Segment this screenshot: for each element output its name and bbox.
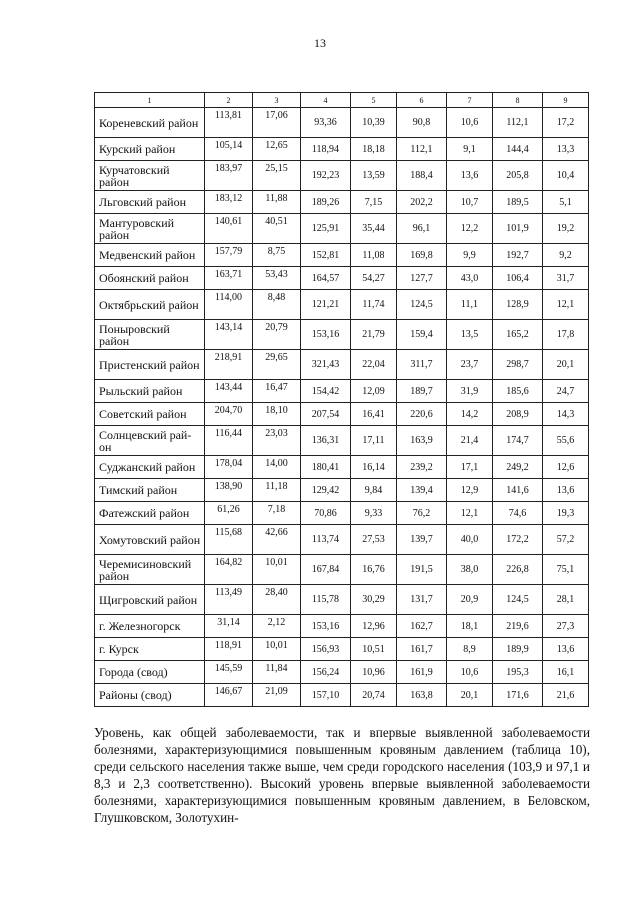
table-cell: 10,96 <box>351 661 397 684</box>
table-row <box>95 161 589 191</box>
table-cell: 40,0 <box>447 525 493 555</box>
table-cell: 249,2 <box>493 456 543 479</box>
table-cell: 12,1 <box>543 290 589 320</box>
table-cell: 35,44 <box>351 214 397 244</box>
table-cell: 8,75 <box>253 244 301 267</box>
table-cell: 22,04 <box>351 350 397 380</box>
table-row <box>95 380 589 403</box>
table-cell: 11,08 <box>351 244 397 267</box>
table-cell: 311,7 <box>397 350 447 380</box>
table-cell: 9,9 <box>447 244 493 267</box>
table-row <box>95 525 589 555</box>
table-cell: 28,1 <box>543 585 589 615</box>
table-cell: 156,93 <box>301 638 351 661</box>
column-header: 7 <box>447 93 493 108</box>
table-cell: 138,90 <box>205 479 253 502</box>
table-cell: 10,01 <box>253 638 301 661</box>
table-cell: 9,1 <box>447 138 493 161</box>
district-name: Пристенский район <box>95 350 205 380</box>
table-row <box>95 403 589 426</box>
table-row <box>95 684 589 707</box>
district-name: Районы (свод) <box>95 684 205 707</box>
table-cell: 54,27 <box>351 267 397 290</box>
table-cell: 189,7 <box>397 380 447 403</box>
district-name: Курский район <box>95 138 205 161</box>
column-header: 4 <box>301 93 351 108</box>
table-cell: 161,7 <box>397 638 447 661</box>
table-cell: 112,1 <box>397 138 447 161</box>
table-cell: 139,4 <box>397 479 447 502</box>
table-cell: 127,7 <box>397 267 447 290</box>
table-cell: 75,1 <box>543 555 589 585</box>
table-cell: 298,7 <box>493 350 543 380</box>
page-number: 13 <box>314 36 326 50</box>
table-cell: 180,41 <box>301 456 351 479</box>
table-cell: 20,9 <box>447 585 493 615</box>
column-header: 8 <box>493 93 543 108</box>
table-cell: 164,82 <box>205 555 253 585</box>
table-cell: 129,42 <box>301 479 351 502</box>
table-cell: 20,1 <box>543 350 589 380</box>
table-cell: 18,10 <box>253 403 301 426</box>
table-cell: 74,6 <box>493 502 543 525</box>
table-cell: 165,2 <box>493 320 543 350</box>
column-header: 1 <box>95 93 205 108</box>
table-cell: 204,70 <box>205 403 253 426</box>
table-cell: 131,7 <box>397 585 447 615</box>
district-morbidity-table <box>94 92 589 707</box>
table-cell: 23,7 <box>447 350 493 380</box>
district-name: Фатежский район <box>95 502 205 525</box>
district-name: Рыльский район <box>95 380 205 403</box>
table-cell: 128,9 <box>493 290 543 320</box>
table-cell: 19,2 <box>543 214 589 244</box>
table-cell: 17,1 <box>447 456 493 479</box>
table-cell: 153,16 <box>301 320 351 350</box>
table-cell: 124,5 <box>493 585 543 615</box>
table-cell: 185,6 <box>493 380 543 403</box>
table-cell: 16,41 <box>351 403 397 426</box>
table-cell: 90,8 <box>397 108 447 138</box>
table-cell: 183,12 <box>205 191 253 214</box>
table-cell: 25,15 <box>253 161 301 191</box>
table-cell: 28,40 <box>253 585 301 615</box>
table-cell: 24,7 <box>543 380 589 403</box>
table-cell: 55,6 <box>543 426 589 456</box>
table-cell: 14,2 <box>447 403 493 426</box>
district-name: Медвенский район <box>95 244 205 267</box>
table-row <box>95 138 589 161</box>
table-cell: 113,74 <box>301 525 351 555</box>
table-cell: 53,43 <box>253 267 301 290</box>
table-row <box>95 267 589 290</box>
table-cell: 17,06 <box>253 108 301 138</box>
table-cell: 2,12 <box>253 615 301 638</box>
table-cell: 169,8 <box>397 244 447 267</box>
table-cell: 163,8 <box>397 684 447 707</box>
table-cell: 208,9 <box>493 403 543 426</box>
table-cell: 21,6 <box>543 684 589 707</box>
table-cell: 205,8 <box>493 161 543 191</box>
table-cell: 195,3 <box>493 661 543 684</box>
table-cell: 143,44 <box>205 380 253 403</box>
table-cell: 172,2 <box>493 525 543 555</box>
table-cell: 113,81 <box>205 108 253 138</box>
table-cell: 218,91 <box>205 350 253 380</box>
table-cell: 8,9 <box>447 638 493 661</box>
district-name: Города (свод) <box>95 661 205 684</box>
table-cell: 164,57 <box>301 267 351 290</box>
table-cell: 219,6 <box>493 615 543 638</box>
table-cell: 189,5 <box>493 191 543 214</box>
table-cell: 38,0 <box>447 555 493 585</box>
table-cell: 115,68 <box>205 525 253 555</box>
table-cell: 17,8 <box>543 320 589 350</box>
table-cell: 14,3 <box>543 403 589 426</box>
table-cell: 31,14 <box>205 615 253 638</box>
table-row <box>95 502 589 525</box>
table-cell: 156,24 <box>301 661 351 684</box>
district-name: Суджанский район <box>95 456 205 479</box>
table-cell: 16,76 <box>351 555 397 585</box>
table-cell: 42,66 <box>253 525 301 555</box>
table-cell: 106,4 <box>493 267 543 290</box>
table-cell: 9,84 <box>351 479 397 502</box>
table-cell: 17,11 <box>351 426 397 456</box>
table-cell: 76,2 <box>397 502 447 525</box>
table-cell: 121,21 <box>301 290 351 320</box>
district-name: Хомутовский район <box>95 525 205 555</box>
district-name: Льговский район <box>95 191 205 214</box>
table-cell: 140,61 <box>205 214 253 244</box>
table-cell: 13,6 <box>543 479 589 502</box>
table-cell: 21,09 <box>253 684 301 707</box>
table-cell: 152,81 <box>301 244 351 267</box>
table-row <box>95 350 589 380</box>
table-cell: 11,74 <box>351 290 397 320</box>
table-row <box>95 585 589 615</box>
table-cell: 23,03 <box>253 426 301 456</box>
column-header: 3 <box>253 93 301 108</box>
table-cell: 27,53 <box>351 525 397 555</box>
table-cell: 10,6 <box>447 108 493 138</box>
table-cell: 20,1 <box>447 684 493 707</box>
table-cell: 154,42 <box>301 380 351 403</box>
table-row <box>95 290 589 320</box>
table-row <box>95 108 589 138</box>
table-cell: 116,44 <box>205 426 253 456</box>
table-header-row <box>95 93 589 108</box>
table-cell: 239,2 <box>397 456 447 479</box>
table-cell: 192,23 <box>301 161 351 191</box>
table-cell: 13,3 <box>543 138 589 161</box>
table-cell: 18,1 <box>447 615 493 638</box>
table-cell: 141,6 <box>493 479 543 502</box>
table-cell: 174,7 <box>493 426 543 456</box>
table-cell: 118,91 <box>205 638 253 661</box>
district-name: Мантуровский район <box>95 214 205 244</box>
table-cell: 191,5 <box>397 555 447 585</box>
district-name: Солнцевский рай-он <box>95 426 205 456</box>
table-cell: 226,8 <box>493 555 543 585</box>
table-cell: 7,18 <box>253 502 301 525</box>
district-name: г. Курск <box>95 638 205 661</box>
table-cell: 40,51 <box>253 214 301 244</box>
table-cell: 207,54 <box>301 403 351 426</box>
table-cell: 7,15 <box>351 191 397 214</box>
table-row <box>95 479 589 502</box>
table-row <box>95 661 589 684</box>
table-cell: 10,51 <box>351 638 397 661</box>
table-cell: 12,96 <box>351 615 397 638</box>
table-cell: 10,01 <box>253 555 301 585</box>
table-cell: 70,86 <box>301 502 351 525</box>
table-cell: 146,67 <box>205 684 253 707</box>
district-name: Обоянский район <box>95 267 205 290</box>
table-cell: 13,5 <box>447 320 493 350</box>
table-cell: 11,18 <box>253 479 301 502</box>
table-cell: 16,47 <box>253 380 301 403</box>
table-cell: 183,97 <box>205 161 253 191</box>
table-cell: 192,7 <box>493 244 543 267</box>
table-cell: 9,2 <box>543 244 589 267</box>
table-cell: 136,31 <box>301 426 351 456</box>
body-paragraph: Уровень, как общей заболеваемости, так и впервые выявленной заболеваемости болезнями, характеризующимися повышенным кровяным давлением (таблица 10), среди сельского населения также выше, чем среди городского населения (103,9 и 97,1 и 8,3 и 2,3 соответственно). Высокий уровень впервые выявленной заболеваемости болезнями, характеризующимися повышенным кровяным давлением, в Беловском, Глушковском, Золотухин- <box>94 725 590 825</box>
table-cell: 16,14 <box>351 456 397 479</box>
table-cell: 20,79 <box>253 320 301 350</box>
table-cell: 12,9 <box>447 479 493 502</box>
table-cell: 12,09 <box>351 380 397 403</box>
table-cell: 10,6 <box>447 661 493 684</box>
table-row <box>95 615 589 638</box>
district-name: Октябрьский район <box>95 290 205 320</box>
table-cell: 31,9 <box>447 380 493 403</box>
table-cell: 188,4 <box>397 161 447 191</box>
table-cell: 161,9 <box>397 661 447 684</box>
table-cell: 18,18 <box>351 138 397 161</box>
table-cell: 101,9 <box>493 214 543 244</box>
table-cell: 118,94 <box>301 138 351 161</box>
table-cell: 112,1 <box>493 108 543 138</box>
table-cell: 21,4 <box>447 426 493 456</box>
table-cell: 11,84 <box>253 661 301 684</box>
table-cell: 30,29 <box>351 585 397 615</box>
table-cell: 17,2 <box>543 108 589 138</box>
table-cell: 114,00 <box>205 290 253 320</box>
table-cell: 12,6 <box>543 456 589 479</box>
district-name: Советский район <box>95 403 205 426</box>
table-cell: 11,1 <box>447 290 493 320</box>
table-cell: 57,2 <box>543 525 589 555</box>
district-name: Щигровский район <box>95 585 205 615</box>
table-cell: 157,10 <box>301 684 351 707</box>
table-cell: 9,33 <box>351 502 397 525</box>
table-row <box>95 426 589 456</box>
table-body <box>95 108 589 707</box>
table-cell: 61,26 <box>205 502 253 525</box>
table-cell: 20,74 <box>351 684 397 707</box>
table-cell: 162,7 <box>397 615 447 638</box>
table-cell: 202,2 <box>397 191 447 214</box>
table-cell: 12,2 <box>447 214 493 244</box>
table-cell: 178,04 <box>205 456 253 479</box>
table-cell: 189,9 <box>493 638 543 661</box>
table-cell: 113,49 <box>205 585 253 615</box>
column-header: 6 <box>397 93 447 108</box>
table-cell: 14,00 <box>253 456 301 479</box>
table-cell: 10,4 <box>543 161 589 191</box>
district-name: Курчатовский район <box>95 161 205 191</box>
table-cell: 27,3 <box>543 615 589 638</box>
table-cell: 220,6 <box>397 403 447 426</box>
table-cell: 171,6 <box>493 684 543 707</box>
table-cell: 13,6 <box>543 638 589 661</box>
table-cell: 157,79 <box>205 244 253 267</box>
table-cell: 93,36 <box>301 108 351 138</box>
table-cell: 124,5 <box>397 290 447 320</box>
table-cell: 19,3 <box>543 502 589 525</box>
table-cell: 139,7 <box>397 525 447 555</box>
column-header: 9 <box>543 93 589 108</box>
table-cell: 10,39 <box>351 108 397 138</box>
column-header: 2 <box>205 93 253 108</box>
table-cell: 321,43 <box>301 350 351 380</box>
table-row <box>95 244 589 267</box>
table-cell: 21,79 <box>351 320 397 350</box>
table-cell: 125,91 <box>301 214 351 244</box>
column-header: 5 <box>351 93 397 108</box>
table-row <box>95 555 589 585</box>
table-cell: 11,88 <box>253 191 301 214</box>
table-row <box>95 191 589 214</box>
table-cell: 8,48 <box>253 290 301 320</box>
table-cell: 159,4 <box>397 320 447 350</box>
table-cell: 12,1 <box>447 502 493 525</box>
district-name: г. Железногорск <box>95 615 205 638</box>
table-cell: 153,16 <box>301 615 351 638</box>
table-cell: 12,65 <box>253 138 301 161</box>
table-cell: 29,65 <box>253 350 301 380</box>
table-cell: 143,14 <box>205 320 253 350</box>
table-cell: 105,14 <box>205 138 253 161</box>
table-cell: 96,1 <box>397 214 447 244</box>
table-cell: 163,71 <box>205 267 253 290</box>
table-cell: 163,9 <box>397 426 447 456</box>
table-cell: 16,1 <box>543 661 589 684</box>
table-cell: 144,4 <box>493 138 543 161</box>
table-cell: 145,59 <box>205 661 253 684</box>
table-row <box>95 456 589 479</box>
table-cell: 13,6 <box>447 161 493 191</box>
table-cell: 13,59 <box>351 161 397 191</box>
table-cell: 189,26 <box>301 191 351 214</box>
table-cell: 43,0 <box>447 267 493 290</box>
district-name: Поныровский район <box>95 320 205 350</box>
table-row <box>95 320 589 350</box>
district-name: Кореневский район <box>95 108 205 138</box>
table-cell: 10,7 <box>447 191 493 214</box>
table-cell: 5,1 <box>543 191 589 214</box>
table-cell: 115,78 <box>301 585 351 615</box>
district-name: Черемисиновский район <box>95 555 205 585</box>
table-cell: 167,84 <box>301 555 351 585</box>
table-row <box>95 214 589 244</box>
district-name: Тимский район <box>95 479 205 502</box>
table-cell: 31,7 <box>543 267 589 290</box>
table-row <box>95 638 589 661</box>
